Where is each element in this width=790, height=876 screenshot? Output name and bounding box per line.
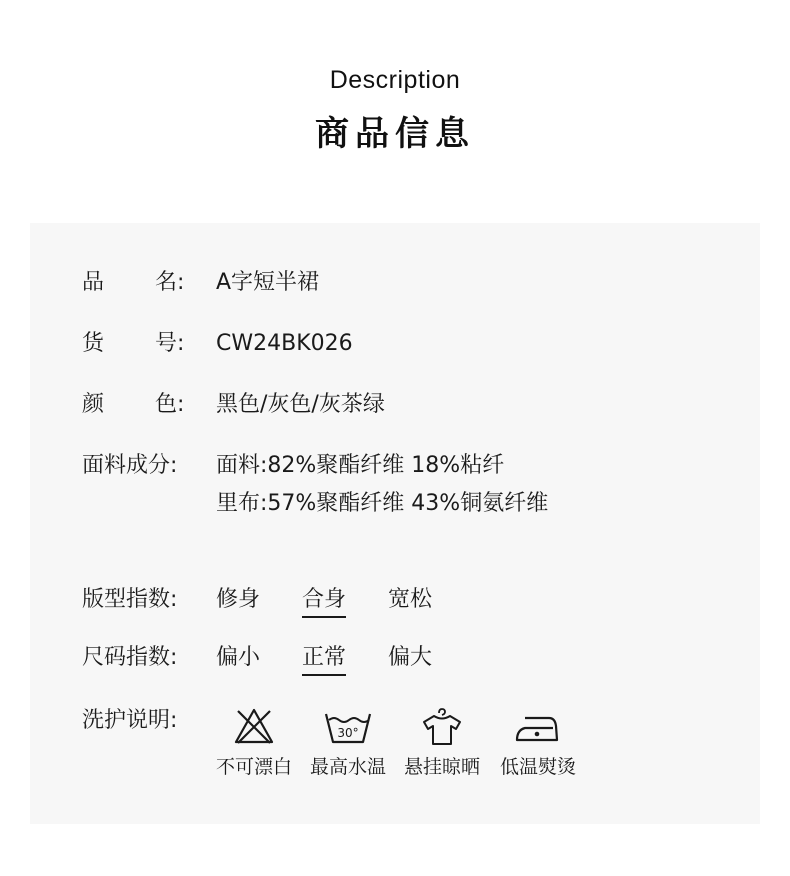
wash-temp-label: 30° [337, 726, 359, 740]
care-item-iron-low [496, 706, 580, 782]
size-option-large: 偏大 [388, 645, 433, 670]
care-item-wash-temp [306, 706, 390, 782]
care-text-hang-dry: 悬挂晾晒 [403, 756, 480, 778]
care-item-hang-dry [400, 706, 484, 782]
care-label: 洗护说明: [82, 708, 178, 733]
fit-option-slim: 修身 [216, 587, 261, 612]
size-option-small: 偏小 [216, 645, 261, 670]
spec-label-fabric: 面料成分: [82, 453, 178, 478]
no-bleach-icon [233, 706, 275, 746]
iron-low-icon [513, 706, 563, 746]
spec-value-sku: CW24BK026 [216, 331, 353, 356]
size-index-label: 尺码指数: [82, 645, 178, 670]
care-text-iron-low: 低温熨烫 [499, 756, 576, 778]
page-title: 商品信息 [315, 114, 475, 154]
spec-value-name: A字短半裙 [216, 270, 320, 295]
care-text-wash-temp: 最高水温 [309, 756, 386, 778]
hang-dry-icon [420, 706, 464, 746]
spec-value-color: 黑色/灰色/灰茶绿 [216, 392, 385, 417]
care-item-no-bleach [212, 706, 296, 782]
fit-option-regular-selected: 合身 [302, 585, 346, 618]
en-title: Description [329, 66, 461, 94]
wash-30-icon [323, 706, 373, 746]
care-text-no-bleach: 不可漂白 [215, 756, 292, 778]
fit-index-label: 版型指数: [82, 587, 178, 612]
spec-value-fabric-shell: 面料:82%聚酯纤维 18%粘纤 [216, 453, 505, 478]
fit-option-loose: 宽松 [388, 587, 433, 612]
size-option-normal-selected: 正常 [302, 643, 346, 676]
spec-value-fabric-lining: 里布:57%聚酯纤维 43%铜氨纤维 [216, 491, 549, 516]
